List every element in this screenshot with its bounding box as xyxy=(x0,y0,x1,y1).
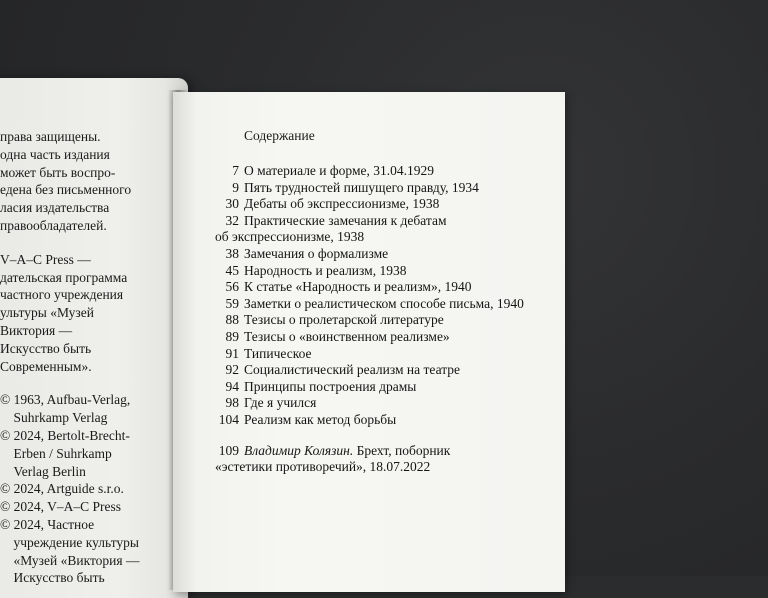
toc-entry xyxy=(215,362,555,379)
toc-entry-title: Народность и реализм, 1938 xyxy=(244,262,407,278)
copyright-line: Erben / Suhrkamp xyxy=(0,445,112,461)
copyright-line: Искусство быть xyxy=(0,570,105,586)
toc-afterword-entry xyxy=(215,443,555,460)
toc-entry xyxy=(215,412,555,429)
copyright-line: «Музей «Виктория — xyxy=(0,552,140,568)
toc-page-number: 38 xyxy=(225,245,239,261)
toc-entry xyxy=(215,296,555,313)
copyright-line: может быть воспро- xyxy=(0,164,116,180)
copyright-line: Suhrkamp Verlag xyxy=(0,410,108,426)
toc-entry xyxy=(215,346,555,363)
toc-entry-title: Реализм как метод борьбы xyxy=(244,411,397,427)
copyright-line: дательская программа xyxy=(0,269,128,285)
copyright-line: Виктория — xyxy=(0,322,73,338)
toc-page-number: 104 xyxy=(218,411,239,427)
toc-entry-title: Заметки о реалистическом способе письма, 1940 xyxy=(244,295,524,311)
toc-page-number: 45 xyxy=(225,262,239,278)
copyright-line: учреждение культуры xyxy=(0,534,139,550)
left-book-page xyxy=(0,78,188,598)
copyright-line: ласия издательства xyxy=(0,200,110,216)
table-of-contents xyxy=(215,163,555,476)
copyright-line: © 2024, V–A–C Press xyxy=(0,499,122,515)
toc-entry xyxy=(215,196,555,213)
toc-entry-title: К статье «Народность и реализм», 1940 xyxy=(244,279,472,295)
toc-entry xyxy=(215,163,555,180)
toc-entry-title: Тезисы о «воинственном реализме» xyxy=(244,328,450,344)
toc-page-number: 88 xyxy=(225,312,239,328)
toc-page-number: 109 xyxy=(218,442,239,458)
toc-entry xyxy=(215,246,555,263)
copyright-line: одна часть издания xyxy=(0,146,110,162)
toc-entry-title: Принципы построения драмы xyxy=(244,378,417,394)
copyright-line: Современным». xyxy=(0,358,92,374)
toc-entry xyxy=(215,213,555,230)
copyright-line: частного учреждения xyxy=(0,287,124,303)
copyright-line: V–A–C Press — xyxy=(0,251,91,267)
toc-entry xyxy=(215,329,555,346)
toc-entry-title: Социалистический реализм на театре xyxy=(244,362,461,378)
copyright-line: © 2024, Artguide s.r.o. xyxy=(0,481,124,497)
paragraph-gap xyxy=(0,235,188,251)
afterword-author: Владимир Колязин. xyxy=(244,442,354,458)
right-book-page xyxy=(173,92,565,592)
copyright-line: © 1963, Aufbau-Verlag, xyxy=(0,392,131,408)
toc-entry xyxy=(215,312,555,329)
toc-page-number: 94 xyxy=(225,378,239,394)
toc-page-number: 9 xyxy=(232,179,239,195)
toc-entry xyxy=(215,263,555,280)
toc-entry-title: Пять трудностей пишущего правду, 1934 xyxy=(244,179,479,195)
toc-entry-continuation: «эстетики противоречий», 18.07.2022 xyxy=(215,459,431,475)
copyright-line: © 2024, Частное xyxy=(0,516,95,532)
toc-entry-title: Практические замечания к дебатам xyxy=(244,212,447,228)
toc-page-number: 30 xyxy=(225,196,239,212)
toc-page-number: 98 xyxy=(225,395,239,411)
toc-entry-title: Где я учился xyxy=(244,395,317,411)
toc-entry-title: Типическое xyxy=(244,345,312,361)
copyright-line: правообладателей. xyxy=(0,217,107,233)
copyright-line: © 2024, Bertolt-Brecht- xyxy=(0,427,130,443)
toc-page-number: 32 xyxy=(225,212,239,228)
copyright-line: ультуры «Музей xyxy=(0,305,94,321)
toc-spacer xyxy=(215,429,555,443)
copyright-line: едена без письменного xyxy=(0,182,132,198)
toc-entry-continuation: об экспрессионизме, 1938 xyxy=(215,229,365,245)
toc-entry-title: Дебаты об экспрессионизме, 1938 xyxy=(244,196,440,212)
afterword-title-text: Брехт, поборник xyxy=(353,442,451,458)
toc-entry xyxy=(215,279,555,296)
copyright-line: Verlag Berlin xyxy=(0,463,86,479)
copyright-line: Искусство быть xyxy=(0,340,92,356)
toc-page-number: 91 xyxy=(225,345,239,361)
toc-afterword-title xyxy=(244,443,450,460)
toc-entry xyxy=(215,395,555,412)
copyright-text xyxy=(0,128,188,587)
toc-entry xyxy=(215,180,555,197)
toc-entry-title: О материале и форме, 31.04.1929 xyxy=(244,163,434,178)
toc-page-number: 89 xyxy=(225,328,239,344)
toc-page-number: 59 xyxy=(225,295,239,311)
toc-page-number: 56 xyxy=(225,279,239,295)
toc-page-number: 92 xyxy=(225,362,239,378)
paragraph-gap xyxy=(0,375,188,391)
copyright-line: права защищены. xyxy=(0,129,101,144)
toc-entry xyxy=(215,379,555,396)
toc-heading: Содержание xyxy=(244,128,315,143)
toc-entry-title: Тезисы о пролетарской литературе xyxy=(244,312,444,328)
toc-entry-title: Замечания о формализме xyxy=(244,245,389,261)
toc-page-number: 7 xyxy=(232,163,239,178)
